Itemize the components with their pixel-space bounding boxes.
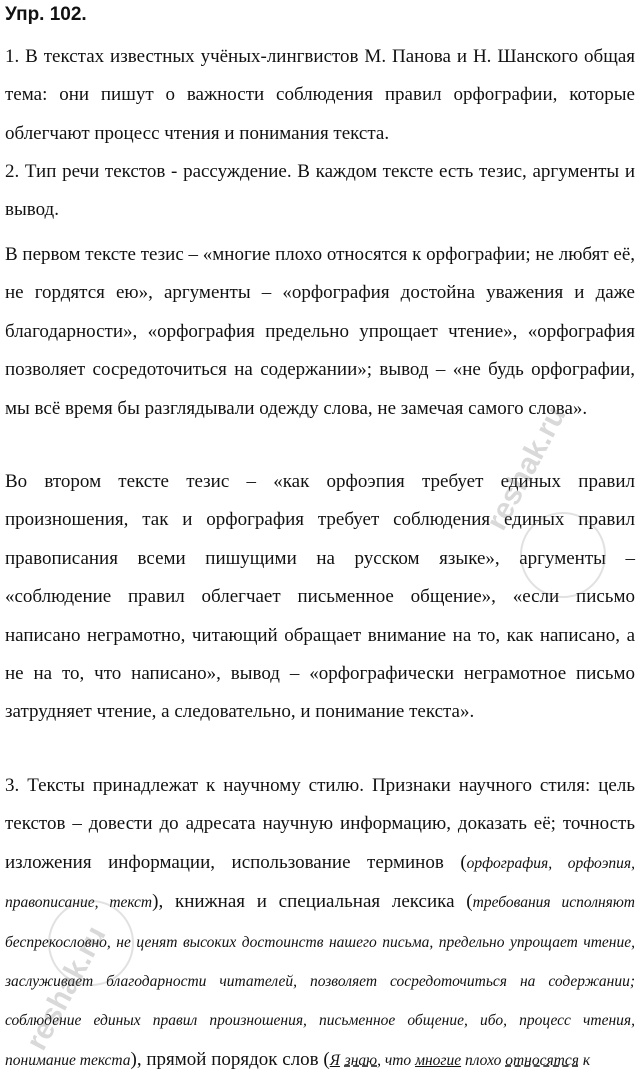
exercise-title: Упр. 102. — [5, 4, 87, 25]
predicate-word: знаю — [344, 1051, 378, 1069]
paragraph-3: В первом тексте тезис – «многие плохо относятся к орфографии; не любят её, не гордятся ею», аргументы – «орфография достойна уважения и даже благодарности», «орфография предельно упрощает чтение», «орфография позволяет сосредоточиться на содержании»; вывод – «не будь орфографии, мы всё время бы разглядывали одежду слова, не замечая самого слова». — [5, 244, 635, 419]
watermark-left: reshak.ru — [20, 920, 113, 1056]
terms-list: орфография, орфоэпия, правописание, текст — [5, 854, 635, 912]
watermark-ring — [520, 512, 606, 598]
watermark-right: reshak.ru — [480, 400, 573, 536]
word-k: к — [578, 1051, 591, 1069]
word-ploho: плохо — [461, 1051, 506, 1069]
paragraph-4: Во втором тексте тезис – «как орфоэпия требует единых правил произношения, так и орфография требует соблюдения единых правил правописания всеми пишущими на русском языке», аргументы – «соблюдение правил облегчает письменное общение», «если письмо написано неграмотно, читающий обращает внимание на то, как написано, а не на то, что написано», вывод – «орфографически неграмотное письмо затрудняет чтение, а следовательно, и понимание текста». — [5, 471, 635, 723]
paragraph-5-word-order: ), прямой порядок слов ( — [130, 1048, 330, 1070]
subject-word: Я — [329, 1051, 340, 1069]
word-chto: , что — [377, 1051, 416, 1069]
lexis-list: требования исполняют беспрекословно, не ценят высоких достоинств нашего письма, предельно упрощает чтение, заслуживает благодарности читателей, позволяет сосредоточиться на содержании; соблюдение единых правил произношения, письменное общение, ибо, процесс чтения, понимание текста — [5, 894, 635, 1069]
subject-word-2: многие — [415, 1051, 462, 1069]
paragraph-1: 1. В текстах известных учёных-лингвистов М. Панова и Н. Шанского общая тема: они пишут о важности соблюдения правил орфографии, которые облегчают процесс чтения и понимания текста. — [5, 46, 635, 144]
paragraph-5-intro: 3. Тексты принадлежат к научному стилю. Признаки научного стиля: цель текстов – довести до адресата научную информацию, доказать её; точность изложения информации, использование терминов ( — [5, 775, 635, 873]
paragraph-5-mid: ), книжная и специальная лексика ( — [152, 891, 473, 913]
watermark-ring-2 — [48, 900, 134, 986]
predicate-word-2: относятся — [505, 1051, 579, 1069]
paragraph-2: 2. Тип речи текстов - рассуждение. В каждом тексте есть тезис, аргументы и вывод. — [5, 161, 635, 221]
